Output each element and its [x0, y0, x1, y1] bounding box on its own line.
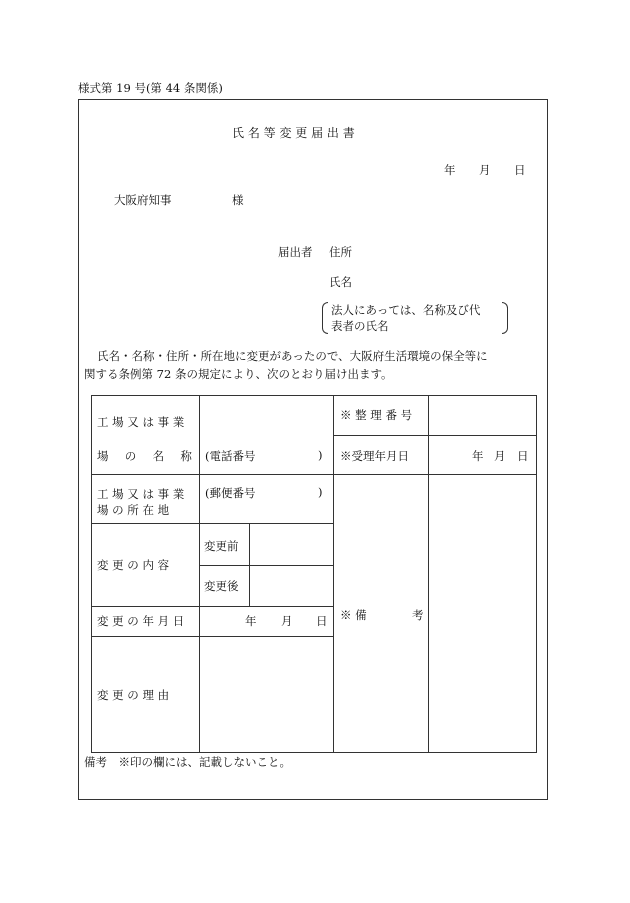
left-brace [322, 302, 328, 334]
factory-location-label-2: 場 の 所 在 地 [97, 503, 170, 517]
factory-location-label-1: 工 場 又 は 事 業 [97, 487, 185, 501]
factory-name-label-2: 場 の 名 称 [97, 449, 199, 463]
addressee-honorific: 様 [232, 193, 244, 207]
phone-close: ) [318, 448, 323, 462]
after-label: 変更後 [204, 579, 239, 593]
form-title: 氏 名 等 変 更 届 出 書 [232, 126, 355, 140]
change-content-label: 変 更 の 内 容 [97, 558, 170, 572]
footer-note: 備考 ※印の欄には、記載しないこと。 [84, 755, 291, 769]
receipt-date-label: ※受理年月日 [340, 449, 409, 463]
change-date-year: 年 [245, 614, 257, 628]
postal-label: (郵便番号 [205, 486, 256, 500]
corp-note-line2: 表者の氏名 [331, 319, 389, 333]
right-brace [502, 302, 508, 334]
factory-name-label-1: 工 場 又 は 事 業 [97, 415, 185, 429]
address-label: 住所 [329, 245, 352, 259]
body-line2: 関する条例第 72 条の規定により、次のとおり届け出ます。 [84, 367, 393, 381]
change-date-label: 変 更 の 年 月 日 [97, 614, 185, 628]
name-label: 氏名 [329, 275, 352, 289]
remarks-mark: ※ 備 [340, 608, 367, 622]
change-reason-label: 変 更 の 理 由 [97, 688, 170, 702]
date-year: 年 [444, 163, 456, 177]
phone-label: (電話番号 [205, 449, 256, 463]
change-date-day: 日 [316, 614, 328, 628]
before-label: 変更前 [204, 539, 239, 553]
notifier-label: 届出者 [278, 245, 313, 259]
corp-note-line1: 法人にあっては、名称及び代 [331, 303, 481, 317]
date-day: 日 [514, 163, 526, 177]
addressee: 大阪府知事 [114, 193, 172, 207]
receipt-day: 日 [517, 449, 529, 463]
change-date-month: 月 [281, 614, 293, 628]
form-number: 様式第 19 号(第 44 条関係) [78, 81, 223, 95]
body-line1: 氏名・名称・住所・所在地に変更があったので、大阪府生活環境の保全等に [97, 349, 488, 363]
remarks-label: 考 [412, 608, 424, 622]
ref-number-label: ※ 整 理 番 号 [340, 408, 413, 422]
receipt-month: 月 [494, 449, 506, 463]
postal-close: ) [318, 485, 323, 499]
receipt-year: 年 [472, 449, 484, 463]
date-month: 月 [479, 163, 491, 177]
